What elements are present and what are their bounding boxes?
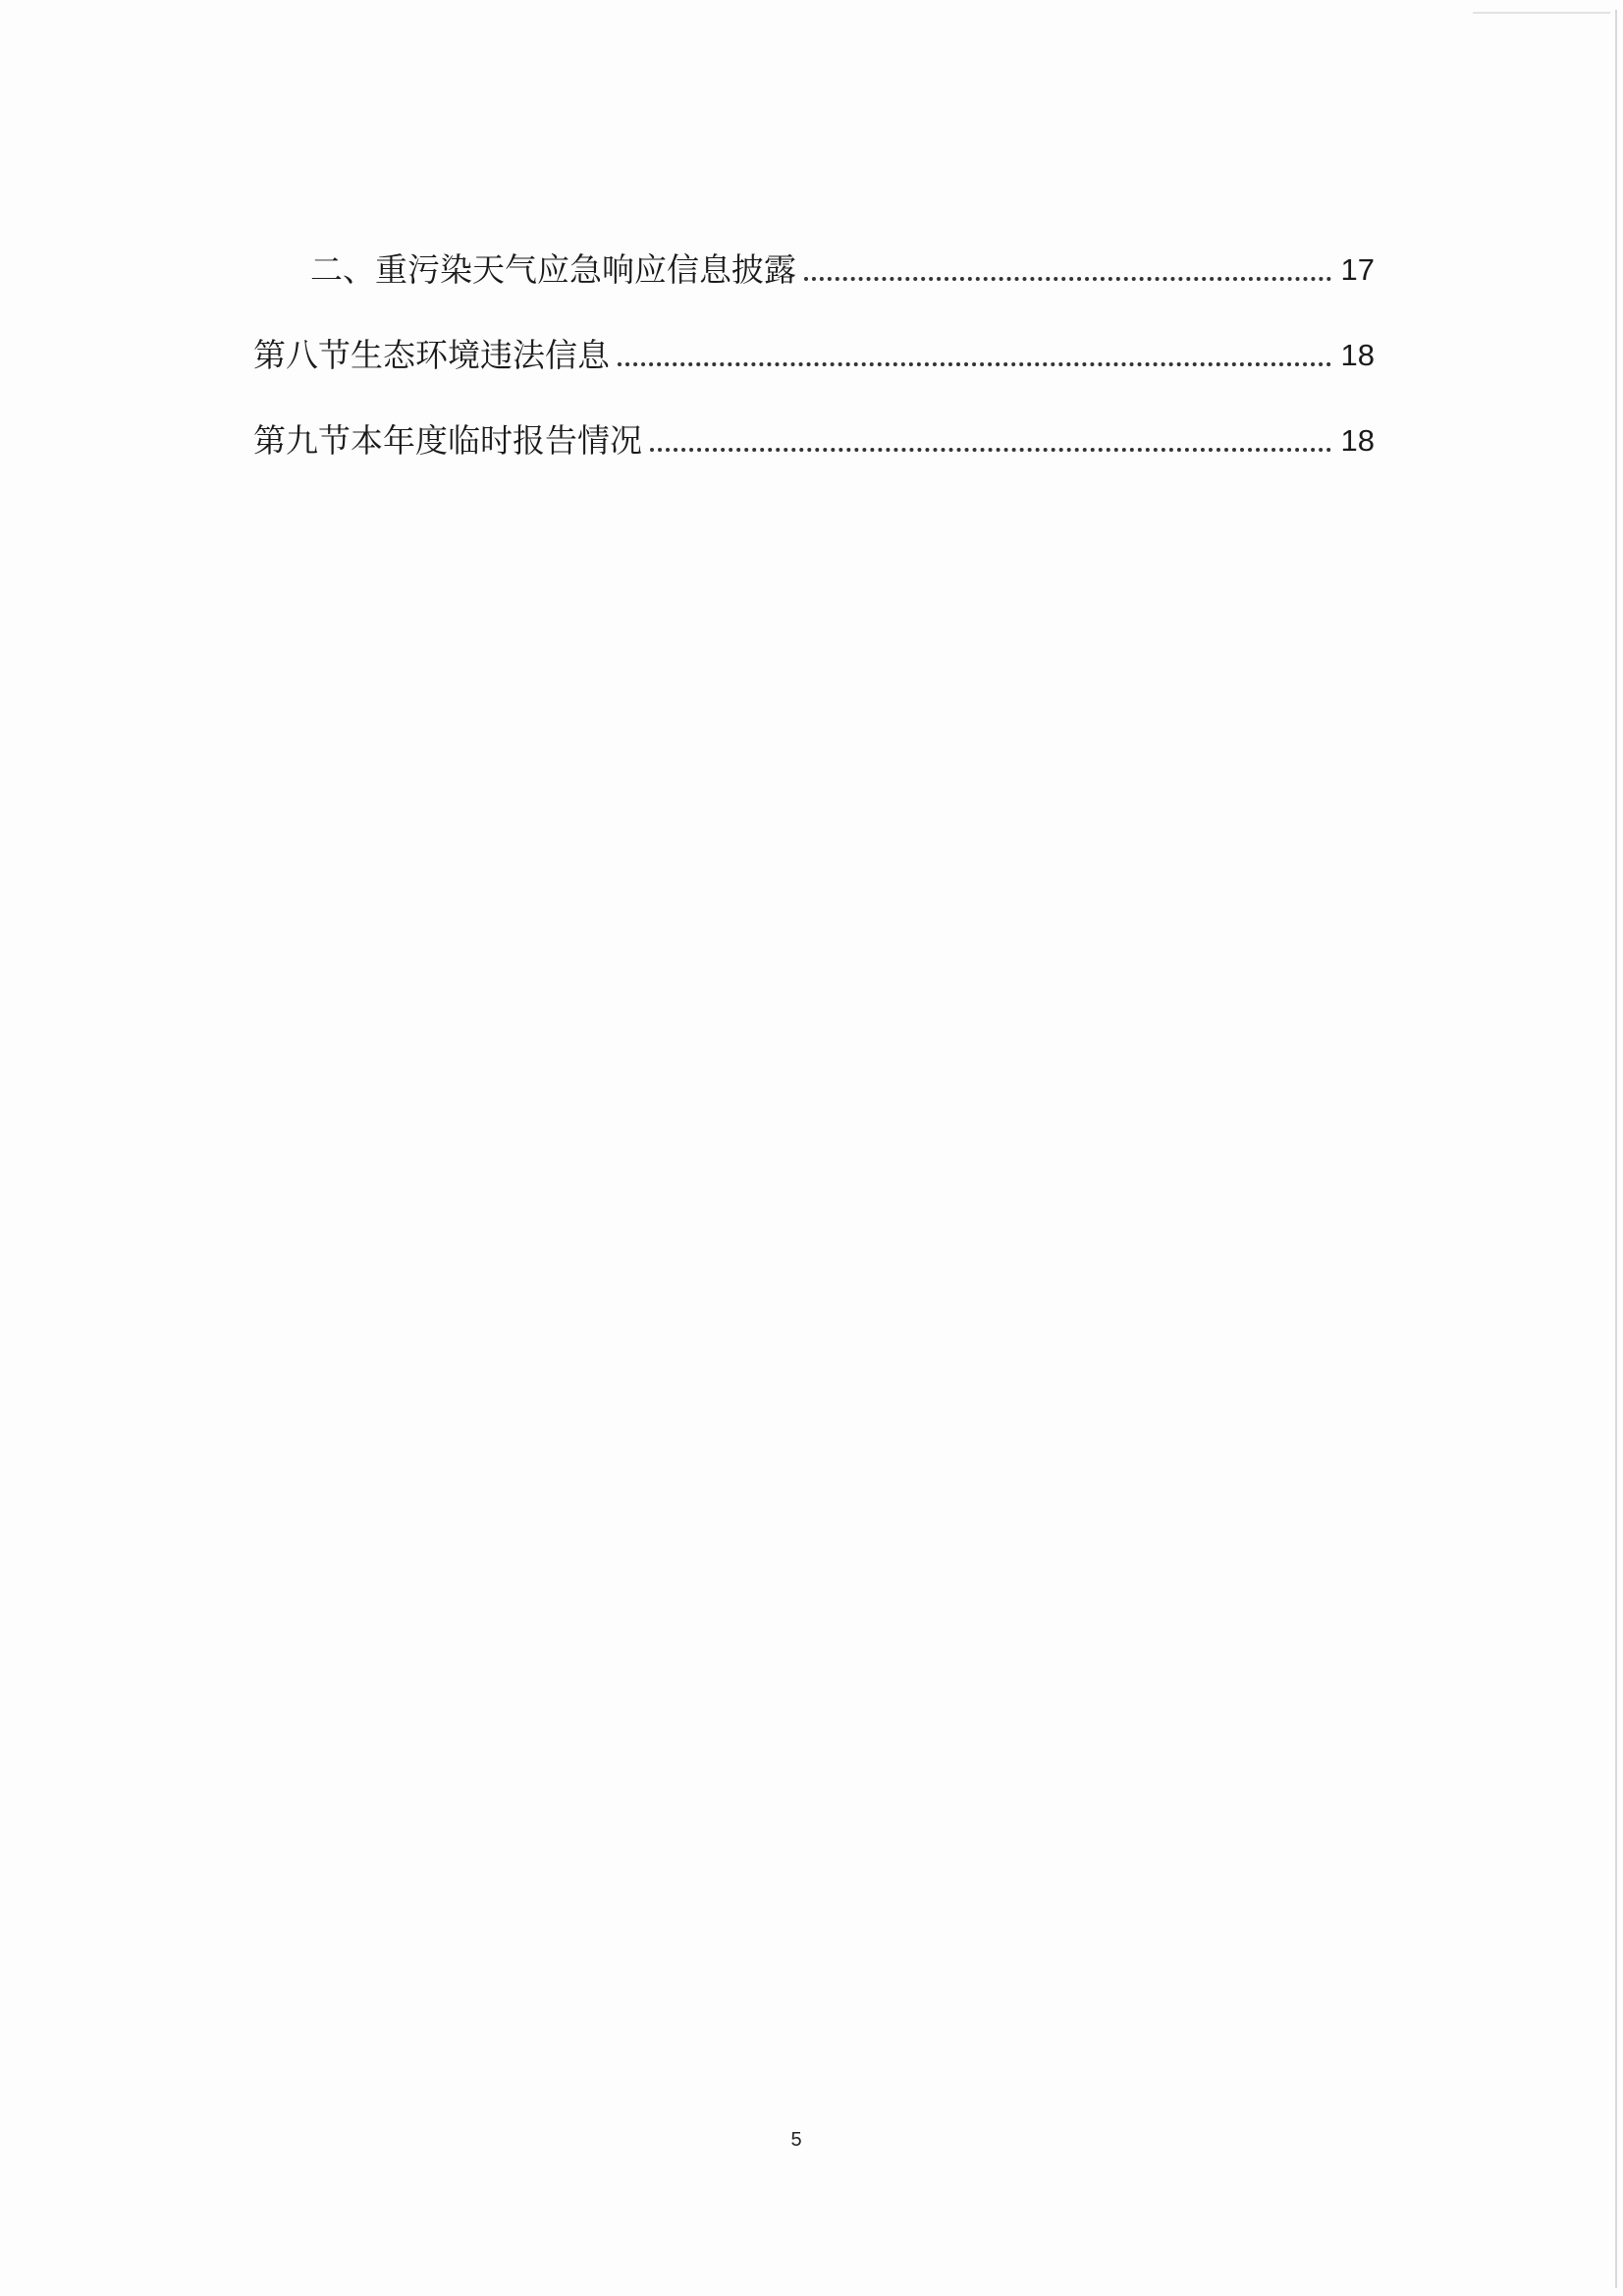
toc-dot-leader (650, 448, 1331, 452)
table-of-contents (253, 250, 1375, 507)
toc-entry-title: 第八节生态环境违法信息 (253, 336, 610, 374)
scan-top-line (1473, 12, 1610, 14)
toc-dot-leader (618, 362, 1331, 366)
scan-edge-line (1615, 10, 1617, 2288)
toc-dot-leader (804, 277, 1331, 281)
toc-entry-section-8[interactable] (253, 336, 1375, 375)
toc-entry-page: 18 (1340, 423, 1375, 458)
page-number: 5 (790, 2129, 802, 2151)
toc-entry-page: 17 (1340, 252, 1375, 287)
toc-entry-heavy-pollution-response[interactable] (253, 250, 1375, 290)
toc-entry-page: 18 (1340, 338, 1375, 372)
toc-entry-title: 二、重污染天气应急响应信息披露 (310, 250, 796, 289)
toc-entry-title: 第九节本年度临时报告情况 (253, 421, 642, 460)
toc-entry-section-9[interactable] (253, 421, 1375, 461)
